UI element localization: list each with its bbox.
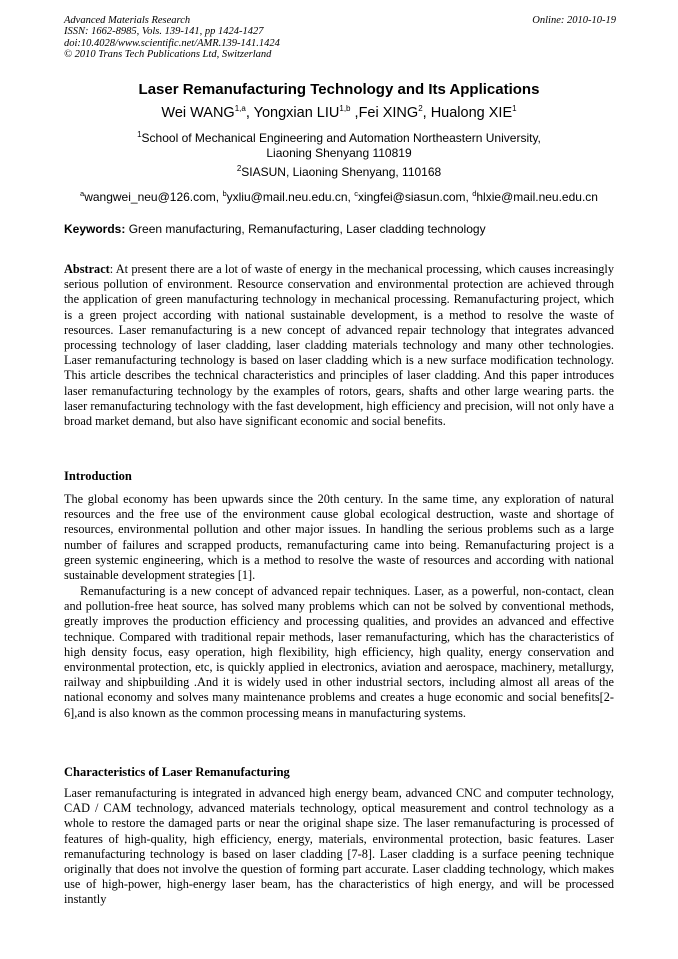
affiliation-line: SIASUN, Liaoning Shenyang, 110168 <box>241 165 442 179</box>
intro-paragraph-2: Remanufacturing is a new concept of advanced repair techniques. Laser, as a powerful, non-contact, clean and pollution-free heat source, has solved many problems which can not be solved by conventional methods, greatly improves the production efficiency and processing qualities, and provides an advanced and effective technique. Compared with traditional repair methods, laser remanufacturing, which has the characteristics of high density focus, easy operation, high flexibility, high efficiency, high quality, energy conservation and environmental protection, etc, is quickly applied in electronics, aviation and aerospace, machinery, metallurgy, railway and shipbuilding .And it is widely used in other industrial sectors, including almost all areas of the national economy and solves many maintenance problems and creates a huge economic and social benefits[2-6],and is also known as the common processing means in manufacturing systems. <box>64 584 614 720</box>
email-address[interactable]: yxliu@mail.neu.edu.cn, <box>226 190 355 204</box>
affiliation-sup: 1 <box>137 130 142 139</box>
email-address[interactable]: hlxie@mail.neu.edu.cn <box>476 190 598 204</box>
email-sup: a <box>80 189 85 198</box>
intro-paragraph-1: The global economy has been upwards since the 20th century. In the same time, any exploration of natural resources and the free use of the environment cause global ecological destruction, waste and shortage of resources, environmental pollution and other major issues. In handling the serious problems such as a large number of failures and scrapped products, remanufacturing came into being. Remanufacturing project is a green systemic engineering, which is a method to resolve the waste of resources and according with national sustainable development strategies [1]. <box>64 492 614 583</box>
author-name: Fei XING <box>358 105 419 121</box>
abstract-text: : At present there are a lot of waste of energy in the mechanical processing, which causes increasingly serious pollution of environment. Resource conservation and environmental protection are achieved through the application of green manufacturing technology in mechanical processing. Remanufacturing project, which is a green project according with national sustainable development, is a method to resolve the waste of resources. Laser remanufacturing is a new concept of advanced repair technology that integrates advanced processing technology of laser cladding, laser cladding materials technology and many other technologies. Laser remanufacturing technology is based on laser cladding which is a new surface modification technology. This article describes the technical characteristics and principles of laser cladding. And this paper introduces laser remanufacturing technology by the examples of rotors, gears, shafts and other large wearing parts. the laser remanufacturing technology with the fast development, high efficiency and precision, will not only have a broad market demand, but also have significant economic and social benefits. <box>64 262 614 429</box>
author-sup: 2 <box>418 104 423 114</box>
email-sup: d <box>472 189 477 198</box>
copyright-line: © 2010 Trans Tech Publications Ltd, Switzerland <box>64 48 272 60</box>
journal-name: Advanced Materials Research <box>64 15 191 26</box>
author-sup: 1,a <box>234 104 246 114</box>
author-sep: , <box>350 105 359 121</box>
section-heading-introduction: Introduction <box>64 469 132 483</box>
author-name: Yongxian LIU <box>253 105 340 121</box>
keywords-label: Keywords: <box>64 222 126 236</box>
email-address[interactable]: wangwei_neu@126.com, <box>84 190 223 204</box>
affiliation-line: School of Mechanical Engineering and Automation Northeastern University, <box>141 131 541 145</box>
journal-header <box>64 15 616 60</box>
abstract-label: Abstract <box>64 262 110 276</box>
email-list <box>64 190 614 205</box>
keywords <box>64 222 614 237</box>
paper-title: Laser Remanufacturing Technology and Its Applications <box>138 81 540 98</box>
email-sup: c <box>354 189 358 198</box>
affiliation-line: Liaoning Shenyang 110819 <box>266 146 412 160</box>
online-date: Online: 2010-10-19 <box>532 15 616 26</box>
section-heading-characteristics: Characteristics of Laser Remanufacturing <box>64 765 290 779</box>
email-address[interactable]: xingfei@siasun.com, <box>357 190 473 204</box>
author-list <box>64 104 614 122</box>
email-sup: b <box>222 189 227 198</box>
affiliation-2 <box>64 165 614 180</box>
affiliation-sup: 2 <box>236 164 242 173</box>
issn-line: ISSN: 1662-8985, Vols. 139-141, pp 1424-1427 <box>64 26 264 38</box>
affiliation-1 <box>64 131 614 161</box>
author-sup: 1 <box>512 104 517 114</box>
keywords-text: Green manufacturing, Remanufacturing, Laser cladding technology <box>125 222 486 236</box>
author-name: Wei WANG <box>161 105 235 121</box>
author-sep: , <box>422 105 431 121</box>
abstract-paragraph <box>64 262 614 429</box>
author-sup: 1,b <box>339 104 351 114</box>
characteristics-paragraph-1: Laser remanufacturing is integrated in advanced high energy beam, advanced CNC and computer technology, CAD / CAM technology, advanced materials technology, optical measurement and control technology as a whole to restore the damaged parts or near the original shape size. The laser remanufacturing is processed of features of high-quality, high efficiency, energy, materials, environmental protection, basic features. Laser remanufacturing technology is based on laser cladding [7-8]. Laser cladding is a surface peening technique originally that does not involve the question of forming part accurate. Laser cladding technology, which makes use of high-power, high-energy laser beam, has the characteristics of high energy, and will be processed instantly <box>64 786 614 907</box>
author-name: Hualong XIE <box>430 105 513 121</box>
doi-line: doi:10.4028/www.scientific.net/AMR.139-141.1424 <box>64 37 280 49</box>
author-sep: , <box>245 105 254 121</box>
